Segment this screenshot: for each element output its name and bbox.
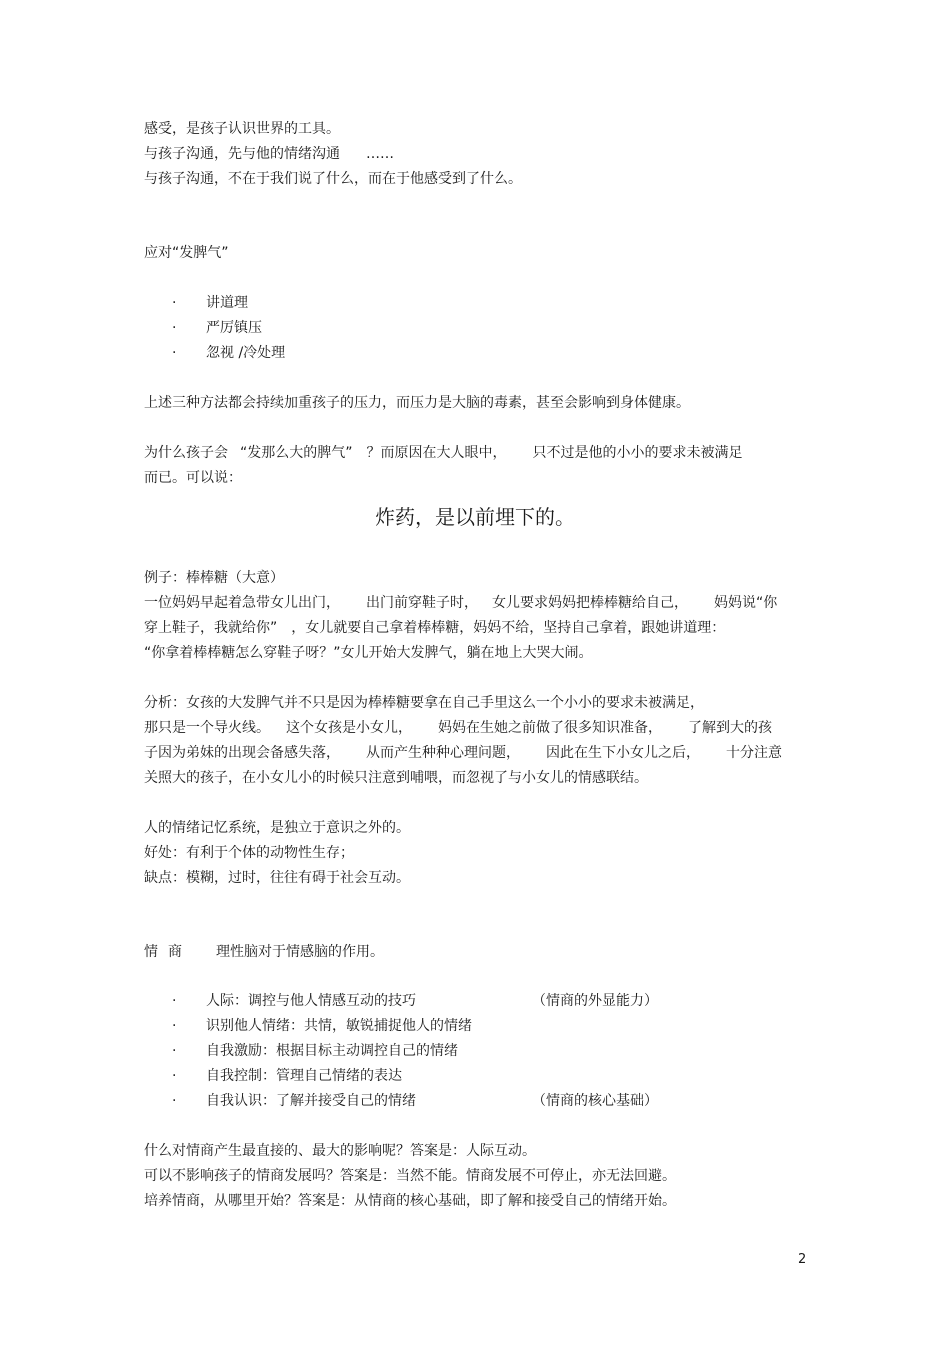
question-part: 为什么孩子会 (144, 445, 228, 461)
question-line-1 (144, 443, 743, 463)
list-item: 严厉镇压 (206, 320, 262, 336)
example-part: 女儿要求妈妈把棒棒糖给自己， (492, 595, 688, 611)
example-part: 妈妈说“你 (714, 595, 778, 611)
list-item-note: （情商的外显能力） (532, 993, 658, 1009)
analysis-line-4: 关照大的孩子，在小女儿小的时候只注意到哺喂，而忽视了与小女儿的情感联结。 (144, 770, 648, 786)
list-item: 人际：调控与他人情感互动的技巧 (206, 993, 416, 1009)
analysis-part: 十分注意 (726, 745, 782, 761)
example-line-1 (144, 593, 777, 613)
question-line-2: 而已。可以说： (144, 470, 242, 486)
list-item: 讲道理 (206, 295, 248, 311)
example-part: 出门前穿鞋子时， (366, 595, 478, 611)
analysis-line-1: 分析：女孩的大发脾气并不只是因为棒棒糖要拿在自己手里这么一个小小的要求未被满足， (144, 695, 704, 711)
analysis-part: 这个女孩是小女儿， (286, 720, 412, 736)
qa-line-1: 什么对情商产生最直接的、最大的影响呢？答案是：人际互动。 (144, 1143, 536, 1159)
section-heading-eq (144, 942, 384, 962)
bullet-icon: · (172, 1018, 177, 1034)
list-item: 自我激励：根据目标主动调控自己的情绪 (206, 1043, 458, 1059)
heading-part: 商 (168, 944, 182, 960)
question-part: ？而原因在大人眼中， (366, 445, 507, 461)
example-part: ，女儿就要自己拿着棒棒糖，妈妈不给，坚持自己拿着，跟她讲道理： (291, 620, 726, 636)
example-line-3: “你拿着棒棒糖怎么穿鞋子呀？”女儿开始大发脾气，躺在地上大哭大闹。 (144, 645, 593, 661)
list-item: 自我认识：了解并接受自己的情绪 (206, 1093, 416, 1109)
heading-part: 理性脑对于情感脑的作用。 (216, 944, 384, 960)
analysis-line-2 (144, 718, 772, 738)
example-part: 一位妈妈早起着急带女儿出门， (144, 595, 340, 611)
analysis-part: 妈妈在生她之前做了很多知识准备， (438, 720, 662, 736)
bullet-icon: · (172, 295, 177, 311)
list-item: 自我控制：管理自己情绪的表达 (206, 1068, 402, 1084)
question-part: “发那么大的脾气” (240, 445, 353, 461)
intro-line-1: 感受，是孩子认识世界的工具。 (144, 121, 340, 137)
list-item: 忽视 /冷处理 (206, 345, 286, 361)
bullet-icon: · (172, 1093, 177, 1109)
example-part: 穿上鞋子，我就给你” (144, 620, 278, 636)
analysis-part: 从而产生种种心理问题， (366, 745, 520, 761)
analysis-part: 子因为弟妹的出现会备感失落， (144, 745, 340, 761)
bullet-icon: · (172, 993, 177, 1009)
question-part: 只不过是他的小小的要求未被满足 (532, 445, 743, 461)
intro-line-2 (144, 144, 394, 164)
memory-line-3: 缺点：模糊，过时，往往有碍于社会互动。 (144, 870, 410, 886)
bullet-icon: · (172, 1068, 177, 1084)
bullet-icon: · (172, 1043, 177, 1059)
ellipsis: …… (366, 146, 394, 162)
bullet-icon: · (172, 320, 177, 336)
bullet-icon: · (172, 345, 177, 361)
example-title: 例子：棒棒糖（大意） (144, 570, 284, 586)
analysis-part: 那只是一个导火线。 (144, 720, 270, 736)
intro-line-2-text: 与孩子沟通，先与他的情绪沟通 (144, 146, 340, 162)
example-line-2 (144, 618, 725, 638)
memory-line-1: 人的情绪记忆系统，是独立于意识之外的。 (144, 820, 410, 836)
analysis-part: 因此在生下小女儿之后， (546, 745, 700, 761)
page-number: 2 (798, 1252, 807, 1267)
list-item-note: （情商的核心基础） (532, 1093, 658, 1109)
memory-line-2: 好处：有利于个体的动物性生存； (144, 845, 354, 861)
qa-line-3: 培养情商，从哪里开始？答案是：从情商的核心基础，即了解和接受自己的情绪开始。 (144, 1193, 676, 1209)
qa-line-2: 可以不影响孩子的情商发展吗？答案是：当然不能。情商发展不可停止，亦无法回避。 (144, 1168, 676, 1184)
analysis-line-3 (144, 743, 782, 763)
intro-line-3: 与孩子沟通，不在于我们说了什么，而在于他感受到了什么。 (144, 171, 522, 187)
heading-part: 情 (144, 944, 158, 960)
list-item: 识别他人情绪：共情，敏锐捕捉他人的情绪 (206, 1018, 472, 1034)
analysis-part: 了解到大的孩 (688, 720, 772, 736)
methods-summary: 上述三种方法都会持续加重孩子的压力，而压力是大脑的毒素，甚至会影响到身体健康。 (144, 395, 690, 411)
section-heading-tantrum: 应对“发脾气” (144, 245, 229, 261)
emphasis-quote: 炸药，是以前埋下的。 (375, 505, 575, 529)
